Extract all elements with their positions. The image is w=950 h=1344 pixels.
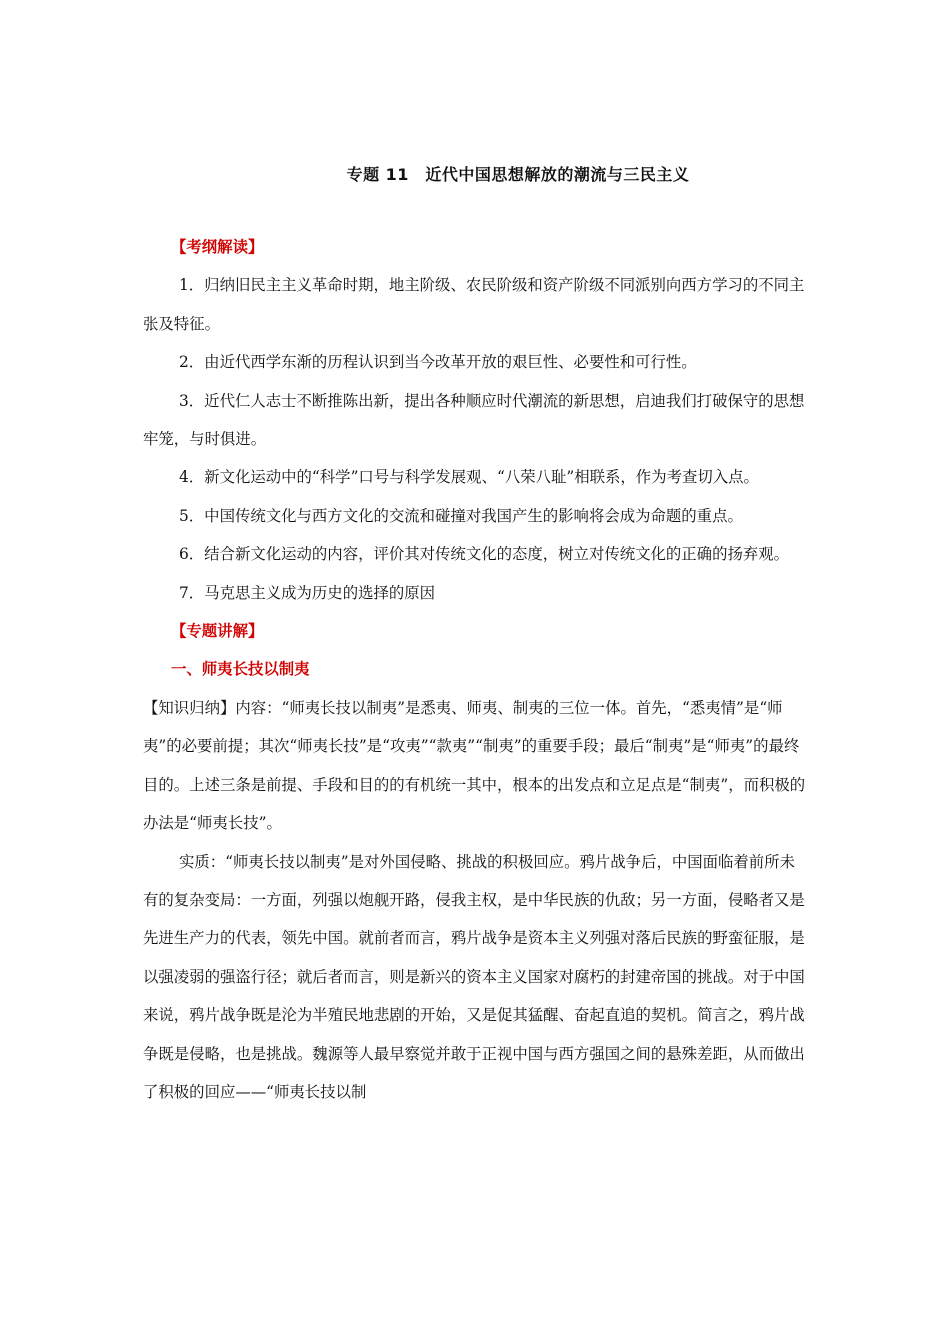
list-item: 1．归纳旧民主主义革命时期，地主阶级、农民阶级和资产阶级不同派别向西方学习的不同主张及特征。 bbox=[143, 276, 805, 333]
document-body bbox=[143, 228, 808, 1111]
section-heading-kaogang: 【考纲解读】 bbox=[171, 238, 264, 256]
section-heading-zhuanti: 【专题讲解】 bbox=[171, 622, 264, 641]
list-item: 3．近代仁人志士不断推陈出新，提出各种顺应时代潮流的新思想，启迪我们打破保守的思想牢笼，与时俱进。 bbox=[143, 391, 805, 449]
list-item: 6．结合新文化运动的内容，评价其对传统文化的态度，树立对传统文化的正确的扬弃观。 bbox=[179, 545, 790, 564]
paragraph-essence: 实质：“师夷长技以制夷”是对外国侵略、挑战的积极回应。鸦片战争后，中国面临着前所未有的复杂变局：一方面，列强以炮舰开路，侵我主权，是中华民族的仇敌；另一方面，侵略者又是先进生产力的代表，领先中国。就前者而言，鸦片战争是资本主义列强对落后民族的野蛮征服，是以强凌弱的强盗行径；就后者而言，则是新兴的资本主义国家对腐朽的封建帝国的挑战。对于中国来说，鸦片战争既是沦为半殖民地悲剧的开始，又是促其猛醒、奋起直追的契机。简言之，鸦片战争既是侵略，也是挑战。魏源等人最早察觉并敢于正视中国与西方强国之间的悬殊差距，从而做出了积极的回应——“师夷长技以制 bbox=[143, 852, 805, 1101]
title-text: 专题 11 近代中国思想解放的潮流与三民主义 bbox=[346, 165, 690, 184]
list-item: 5．中国传统文化与西方文化的交流和碰撞对我国产生的影响将会成为命题的重点。 bbox=[179, 506, 743, 525]
paragraph-knowledge: 【知识归纳】内容：“师夷长技以制夷”是悉夷、师夷、制夷的三位一体。首先，“悉夷情”是“师夷”的必要前提；其次“师夷长技”是“攻夷”“款夷”“制夷”的重要手段；最后“制夷”是“师夷”的最终目的。上述三条是前提、手段和目的的有机统一其中，根本的出发点和立足点是“制夷”，而积极的办法是“师夷长技”。 bbox=[143, 698, 806, 833]
list-item: 7．马克思主义成为历史的选择的原因 bbox=[179, 583, 436, 602]
list-item: 4．新文化运动中的“科学”口号与科学发展观、“八荣八耻”相联系，作为考查切入点。 bbox=[179, 468, 759, 487]
page-title bbox=[0, 162, 950, 185]
list-item: 2．由近代西学东渐的历程认识到当今改革开放的艰巨性、必要性和可行性。 bbox=[179, 353, 697, 372]
sub-heading: 一、师夷长技以制夷 bbox=[171, 660, 310, 679]
